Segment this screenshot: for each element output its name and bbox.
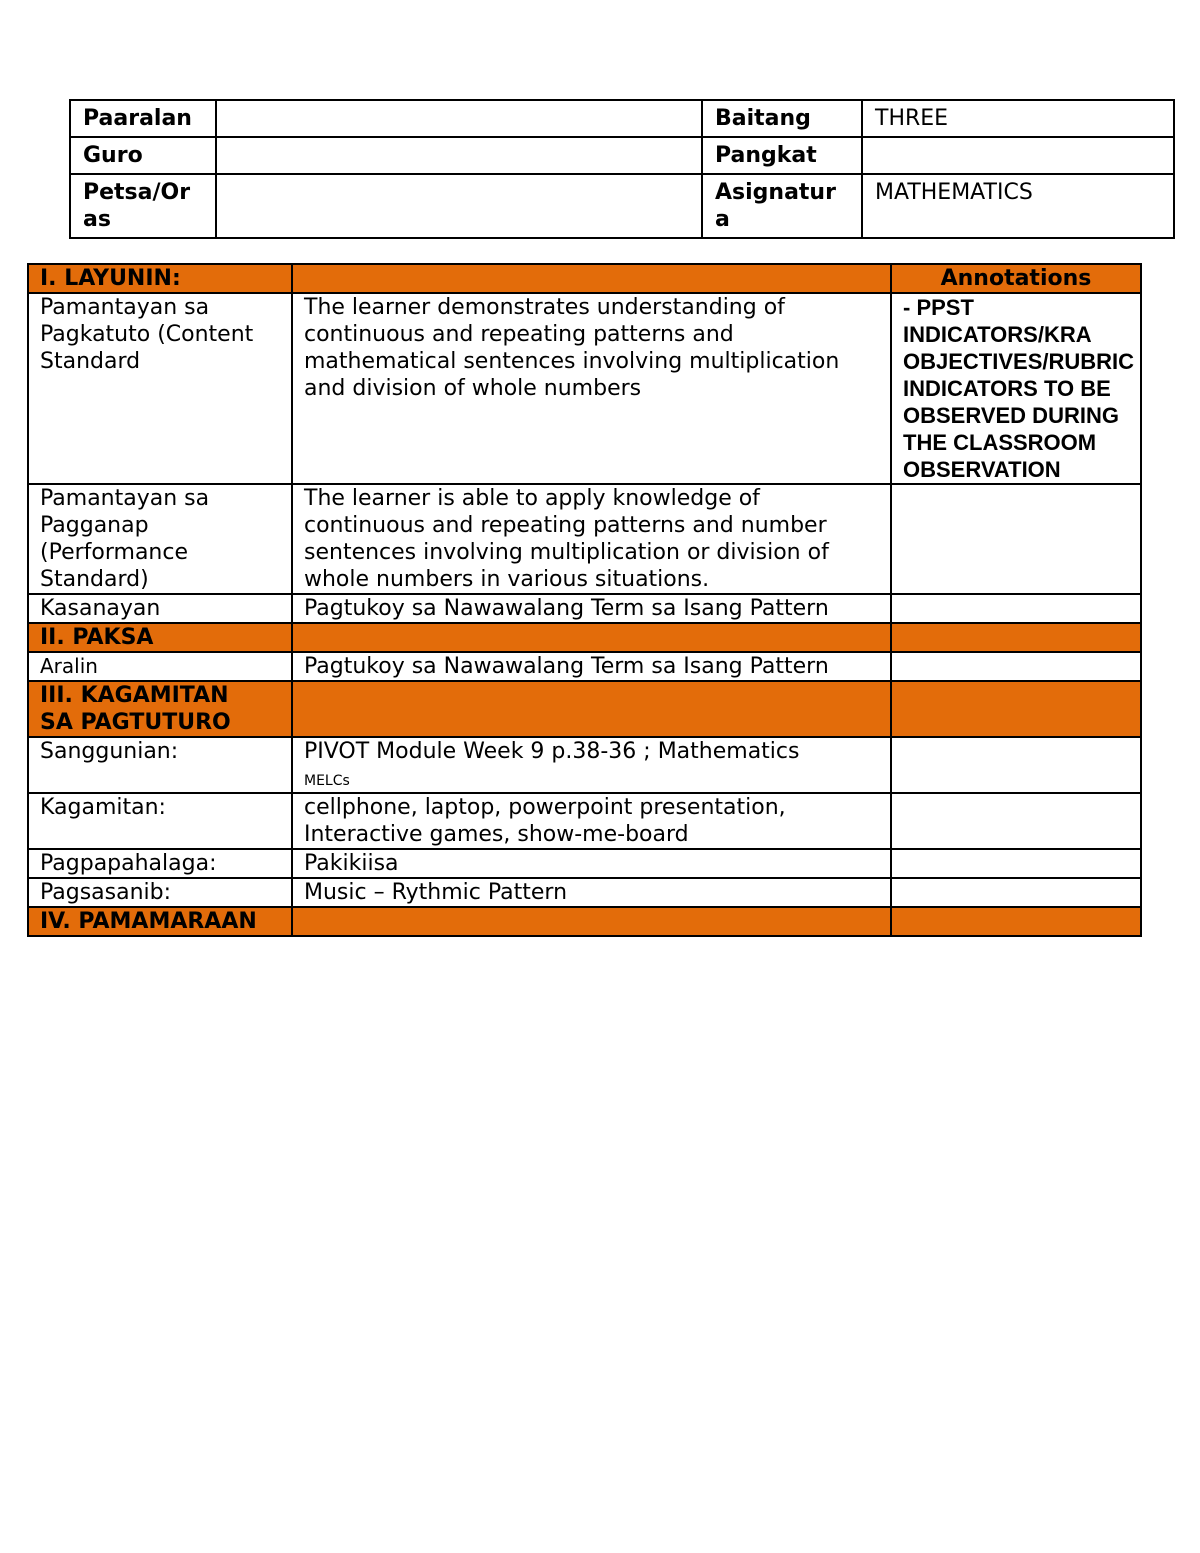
- school-value: [216, 100, 702, 137]
- procedure-heading: IV. PAMAMARAAN: [28, 907, 292, 936]
- integration-annotation: [891, 878, 1141, 907]
- references-melcs: MELCs: [304, 773, 350, 789]
- topic-heading: II. PAKSA: [28, 623, 292, 652]
- competency-row: [28, 594, 1141, 623]
- objectives-heading: I. LAYUNIN:: [28, 264, 292, 293]
- references-text: PIVOT Module Week 9 p.38-36 ; Mathematics: [304, 739, 800, 764]
- objectives-heading-blank: [292, 264, 891, 293]
- header-row-date: [70, 174, 1174, 238]
- subject-label-line2: a: [715, 207, 730, 232]
- materials-row: [28, 793, 1141, 849]
- competency-annotation: [891, 594, 1141, 623]
- annotations-note: - PPST INDICATORS/KRA OBJECTIVES/RUBRIC INDICATORS TO BE OBSERVED DURING THE CLASSROOM OBSERVATION: [891, 293, 1141, 484]
- materials-value: cellphone, laptop, powerpoint presentation, Interactive games, show-me-board: [292, 793, 891, 849]
- values-label: Pagpapahalaga:: [28, 849, 292, 878]
- references-row: [28, 737, 1141, 793]
- performance-standard-value: The learner is able to apply knowledge of continuous and repeating patterns and number sentences involving multiplication or division of whole numbers in various situations.: [292, 484, 891, 594]
- materials-heading-row: [28, 681, 1141, 737]
- performance-standard-label: Pamantayan sa Pagganap (Performance Standard): [28, 484, 292, 594]
- lesson-label: Aralin: [28, 652, 292, 681]
- header-row-teacher: [70, 137, 1174, 174]
- objectives-heading-row: [28, 264, 1141, 293]
- competency-value: Pagtukoy sa Nawawalang Term sa Isang Pattern: [292, 594, 891, 623]
- lesson-annotation: [891, 652, 1141, 681]
- materials-heading-line1: III. KAGAMITAN: [40, 683, 229, 708]
- topic-heading-blank: [292, 623, 891, 652]
- procedure-heading-blank: [292, 907, 891, 936]
- grade-label: Baitang: [702, 100, 862, 137]
- materials-heading-blank: [292, 681, 891, 737]
- lesson-plan-table: [27, 263, 1142, 937]
- references-value: [292, 737, 891, 793]
- integration-value: Music – Rythmic Pattern: [292, 878, 891, 907]
- date-label-line1: Petsa/Or: [83, 180, 191, 205]
- procedure-heading-row: [28, 907, 1141, 936]
- topic-heading-row: [28, 623, 1141, 652]
- materials-heading-annotation: [891, 681, 1141, 737]
- content-standard-row: [28, 293, 1141, 484]
- lesson-value: Pagtukoy sa Nawawalang Term sa Isang Pattern: [292, 652, 891, 681]
- references-annotation: [891, 737, 1141, 793]
- values-value: Pakikiisa: [292, 849, 891, 878]
- annotations-heading: Annotations: [891, 264, 1141, 293]
- teacher-value: [216, 137, 702, 174]
- school-label: Paaralan: [70, 100, 216, 137]
- date-label-line2: as: [83, 207, 111, 232]
- performance-standard-row: [28, 484, 1141, 594]
- content-standard-value: The learner demonstrates understanding of continuous and repeating patterns and mathematical sentences involving multiplication and division of whole numbers: [292, 293, 891, 484]
- performance-standard-annotation: [891, 484, 1141, 594]
- teacher-label: Guro: [70, 137, 216, 174]
- lesson-row: [28, 652, 1141, 681]
- topic-heading-annotation: [891, 623, 1141, 652]
- procedure-heading-annotation: [891, 907, 1141, 936]
- references-label: Sanggunian:: [28, 737, 292, 793]
- header-row-school: [70, 100, 1174, 137]
- lesson-header-table: [69, 99, 1175, 239]
- materials-label: Kagamitan:: [28, 793, 292, 849]
- materials-heading: [28, 681, 292, 737]
- competency-label: Kasanayan: [28, 594, 292, 623]
- content-standard-label: Pamantayan sa Pagkatuto (Content Standard: [28, 293, 292, 484]
- materials-annotation: [891, 793, 1141, 849]
- date-label: [70, 174, 216, 238]
- grade-value: THREE: [862, 100, 1174, 137]
- subject-label-line1: Asignatur: [715, 180, 836, 205]
- values-row: [28, 849, 1141, 878]
- integration-row: [28, 878, 1141, 907]
- section-value: [862, 137, 1174, 174]
- subject-label: [702, 174, 862, 238]
- materials-heading-line2: SA PAGTUTURO: [40, 710, 231, 735]
- integration-label: Pagsasanib:: [28, 878, 292, 907]
- values-annotation: [891, 849, 1141, 878]
- date-value: [216, 174, 702, 238]
- section-label: Pangkat: [702, 137, 862, 174]
- subject-value: MATHEMATICS: [862, 174, 1174, 238]
